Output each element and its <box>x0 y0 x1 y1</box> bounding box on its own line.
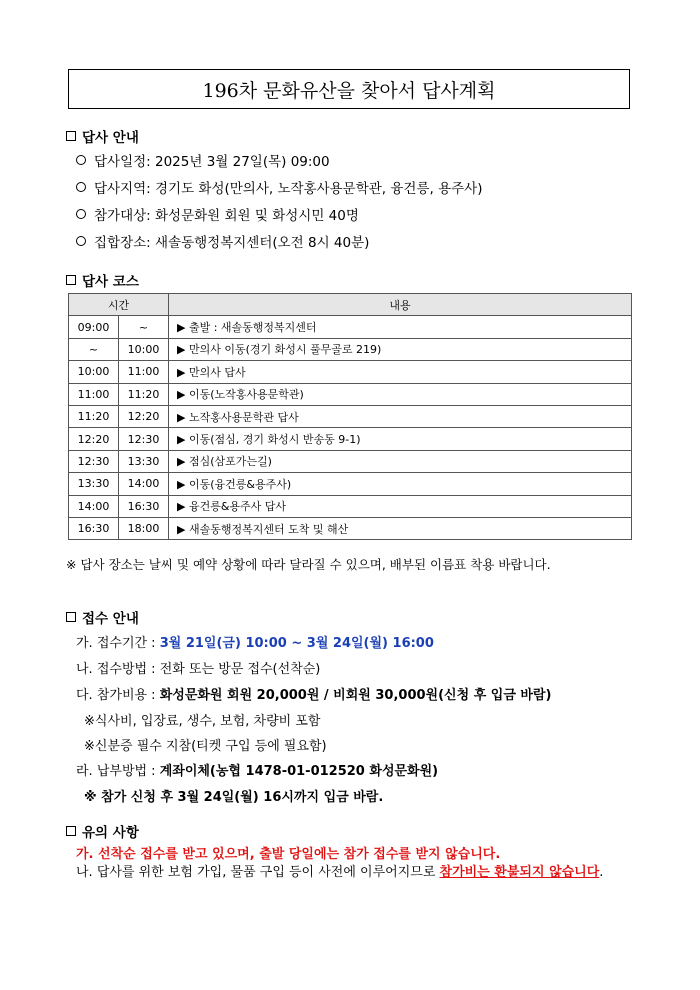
col-content-header: 내용 <box>169 294 632 316</box>
reception-fee <box>76 684 551 703</box>
course-note: ※ 답사 장소는 날씨 및 예약 상황에 따라 달라질 수 있으며, 배부된 이름표 착용 바랍니다. <box>66 557 551 572</box>
reception-period <box>76 632 434 651</box>
reception-payment-note: ※ 참가 신청 후 3월 24일(월) 16시까지 입금 바람. <box>84 790 384 805</box>
table-row <box>69 383 632 405</box>
table-row <box>69 316 632 338</box>
caution-heading <box>66 821 139 841</box>
schedule-content: ▶ 이동(점심, 경기 화성시 반송동 9-1) <box>169 428 632 450</box>
reception-fee-label: 다. 참가비용 : <box>76 688 160 703</box>
end-time: 13:30 <box>119 450 169 472</box>
end-time: 16:30 <box>119 495 169 517</box>
start-time: 09:00 <box>69 316 119 338</box>
circle-bullet-icon <box>76 182 86 192</box>
end-time: ~ <box>119 316 169 338</box>
guide-heading <box>66 126 139 146</box>
square-bullet-icon <box>66 612 76 622</box>
end-time: 12:30 <box>119 428 169 450</box>
table-row <box>69 473 632 495</box>
square-bullet-icon <box>66 826 76 836</box>
table-header-row <box>69 294 632 316</box>
start-time: 14:00 <box>69 495 119 517</box>
reception-period-value: 3월 21일(금) 10:00 ~ 3월 24일(월) 16:00 <box>159 636 434 651</box>
schedule-content: ▶ 이동(융건릉&용주사) <box>169 473 632 495</box>
course-heading-text: 답사 코스 <box>82 274 139 290</box>
guide-item-region <box>76 177 482 197</box>
caution-item-2-emphasis: 참가비는 환불되지 않습니다 <box>439 865 600 880</box>
guide-heading-text: 답사 안내 <box>82 130 139 146</box>
schedule-content: ▶ 출발 : 새솔동행정복지센터 <box>169 316 632 338</box>
caution-item-1: 가. 선착순 접수를 받고 있으며, 출발 당일에는 참가 접수를 받지 않습니다. <box>76 847 501 862</box>
start-time: 12:30 <box>69 450 119 472</box>
caution-heading-text: 유의 사항 <box>82 825 139 841</box>
guide-item-target <box>76 204 359 224</box>
circle-bullet-icon <box>76 236 86 246</box>
circle-bullet-icon <box>76 209 86 219</box>
table-row <box>69 517 632 539</box>
guide-item-schedule <box>76 150 330 170</box>
end-time: 12:20 <box>119 405 169 427</box>
table-row <box>69 338 632 360</box>
col-time-header: 시간 <box>69 294 169 316</box>
schedule-content: ▶ 새솔동행정복지센터 도착 및 해산 <box>169 517 632 539</box>
caution-item-2-prefix: 나. 답사를 위한 보험 가입, 물품 구입 등이 사전에 이루어지므로 <box>76 865 440 880</box>
start-time: ~ <box>69 338 119 360</box>
reception-fee-value: 화성문화원 회원 20,000원 / 비회원 30,000원(신청 후 입금 바람) <box>159 688 552 703</box>
square-bullet-icon <box>66 275 76 285</box>
schedule-content: ▶ 이동(노작홍사용문학관) <box>169 383 632 405</box>
schedule-content: ▶ 점심(삼포가는길) <box>169 450 632 472</box>
guide-item-text: 답사지역: 경기도 화성(만의사, 노작홍사용문학관, 융건릉, 용주사) <box>94 181 483 197</box>
table-row <box>69 428 632 450</box>
circle-bullet-icon <box>76 155 86 165</box>
guide-item-text: 참가대상: 화성문화원 회원 및 화성시민 40명 <box>94 208 359 224</box>
table-row <box>69 361 632 383</box>
schedule-content: ▶ 노작홍사용문학관 답사 <box>169 405 632 427</box>
caution-item-2 <box>76 861 603 880</box>
end-time: 11:00 <box>119 361 169 383</box>
schedule-content: ▶ 만의사 답사 <box>169 361 632 383</box>
end-time: 11:20 <box>119 383 169 405</box>
reception-fee-note-2: ※신분증 필수 지참(티켓 구입 등에 필요함) <box>84 739 327 754</box>
table-row <box>69 405 632 427</box>
start-time: 12:20 <box>69 428 119 450</box>
schedule-content: ▶ 만의사 이동(경기 화성시 풀무골로 219) <box>169 338 632 360</box>
reception-payment-value: 계좌이체(농협 1478-01-012520 화성문화원) <box>159 764 439 779</box>
page-title-text: 196차 문화유산을 찾아서 답사계획 <box>202 79 496 102</box>
start-time: 13:30 <box>69 473 119 495</box>
guide-item-meeting-place <box>76 231 369 251</box>
reception-heading-text: 접수 안내 <box>82 611 139 627</box>
end-time: 18:00 <box>119 517 169 539</box>
reception-heading <box>66 607 139 627</box>
course-heading <box>66 270 139 290</box>
start-time: 16:30 <box>69 517 119 539</box>
start-time: 11:20 <box>69 405 119 427</box>
course-schedule-table <box>68 293 632 540</box>
caution-item-2-suffix: . <box>599 865 604 880</box>
end-time: 14:00 <box>119 473 169 495</box>
guide-item-text: 답사일정: 2025년 3월 27일(목) 09:00 <box>94 154 330 170</box>
reception-method: 나. 접수방법 : 전화 또는 방문 접수(선착순) <box>76 662 321 677</box>
reception-payment-label: 라. 납부방법 : <box>76 764 160 779</box>
start-time: 10:00 <box>69 361 119 383</box>
square-bullet-icon <box>66 131 76 141</box>
table-row <box>69 495 632 517</box>
guide-item-text: 집합장소: 새솔동행정복지센터(오전 8시 40분) <box>94 235 370 251</box>
table-row <box>69 450 632 472</box>
reception-period-label: 가. 접수기간 : <box>76 636 160 651</box>
reception-payment <box>76 760 438 779</box>
end-time: 10:00 <box>119 338 169 360</box>
page-title <box>68 69 630 109</box>
reception-fee-note-1: ※식사비, 입장료, 생수, 보험, 차량비 포함 <box>84 714 321 729</box>
schedule-content: ▶ 융건릉&용주사 답사 <box>169 495 632 517</box>
start-time: 11:00 <box>69 383 119 405</box>
